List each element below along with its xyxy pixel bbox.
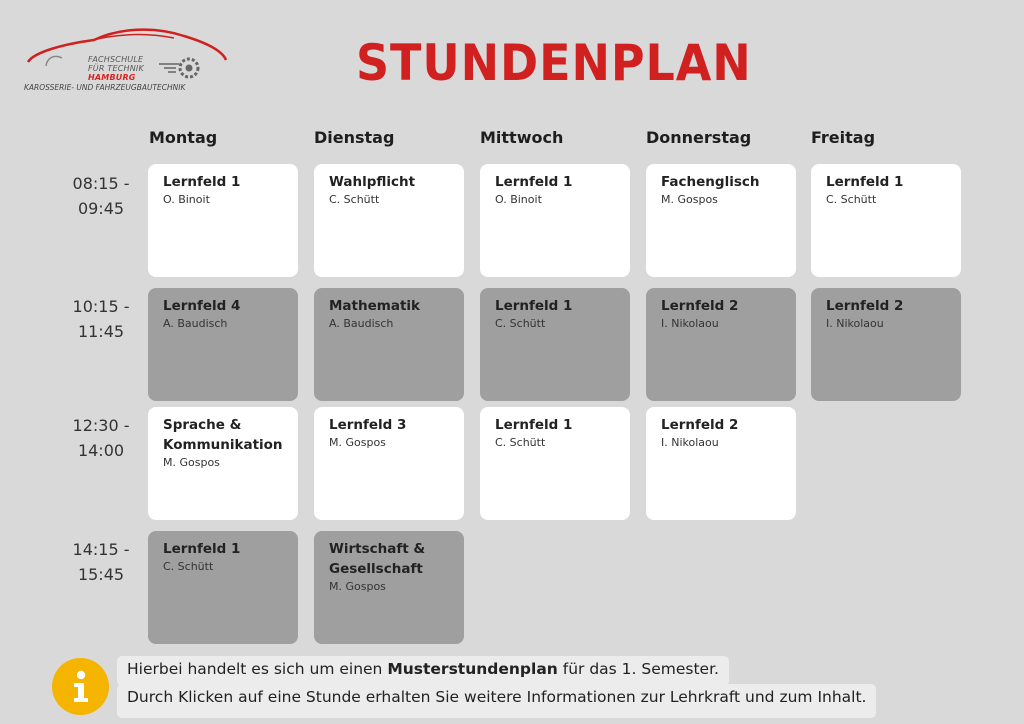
lesson-card-tuesday-slot-4[interactable] [314,531,464,644]
time-slot-2: 10:15 - 11:45 [72,297,130,341]
lesson-subject: Fachenglisch [661,174,760,190]
lesson-teacher: C. Schütt [329,193,380,206]
lesson-teacher: C. Schütt [826,193,877,206]
lesson-subject: Lernfeld 1 [495,298,573,314]
lesson-teacher: M. Gospos [163,456,220,469]
lesson-teacher: O. Binoit [495,193,542,206]
lesson-card-wednesday-slot-3[interactable] [480,407,630,520]
logo-text-line3: HAMBURG [88,73,136,82]
page-title: STUNDENPLAN [356,34,752,92]
lesson-card-friday-slot-2[interactable] [811,288,961,401]
lesson-card-thursday-slot-1[interactable] [646,164,796,277]
info-text-line1 [117,656,729,686]
time-slot-4: 14:15 - 15:45 [72,540,130,584]
school-logo [24,22,234,94]
info-text-line1-start: Hierbei handelt es sich um einen [127,660,388,678]
lesson-teacher: A. Baudisch [163,317,228,330]
time-slot-3: 12:30 - 14:00 [72,416,130,460]
lesson-teacher: C. Schütt [495,317,546,330]
logo-subtitle: KAROSSERIE- UND FAHRZEUGBAUTECHNIK [24,83,186,92]
lesson-subject: Lernfeld 4 [163,298,241,314]
lesson-card-wednesday-slot-2[interactable] [480,288,630,401]
day-header-tuesday: Dienstag [314,128,395,147]
lesson-card-monday-slot-2[interactable] [148,288,298,401]
logo-text-line2: FÜR TECHNIK [88,64,144,73]
info-icon [52,658,109,715]
lesson-teacher: I. Nikolaou [826,317,884,330]
lesson-teacher: M. Gospos [329,436,386,449]
lesson-subject: Lernfeld 1 [495,174,573,190]
lesson-subject: Wirtschaft & Gesellschaft [329,541,426,577]
lesson-subject: Wahlpflicht [329,174,416,190]
lesson-card-tuesday-slot-3[interactable] [314,407,464,520]
lesson-teacher: M. Gospos [329,580,386,593]
lesson-subject: Lernfeld 2 [661,298,739,314]
lesson-card-thursday-slot-3[interactable] [646,407,796,520]
lesson-card-friday-slot-1[interactable] [811,164,961,277]
info-text-line1-end: für das 1. Semester. [557,660,719,678]
lesson-card-monday-slot-4[interactable] [148,531,298,644]
lesson-card-tuesday-slot-2[interactable] [314,288,464,401]
lesson-subject: Lernfeld 1 [826,174,904,190]
info-text-line2: Durch Klicken auf eine Stunde erhalten Sie weitere Informationen zur Lehrkraft und zum Inhalt. [117,684,876,718]
lesson-subject: Lernfeld 1 [163,541,241,557]
lesson-teacher: C. Schütt [163,560,214,573]
day-header-thursday: Donnerstag [646,128,752,147]
logo-text-line1: FACHSCHULE [88,55,144,64]
lesson-card-thursday-slot-2[interactable] [646,288,796,401]
day-header-friday: Freitag [811,128,876,147]
lesson-teacher: C. Schütt [495,436,546,449]
lesson-subject: Lernfeld 2 [826,298,904,314]
day-header-monday: Montag [149,128,218,147]
lesson-teacher: I. Nikolaou [661,436,719,449]
lesson-subject: Lernfeld 1 [495,417,573,433]
lesson-card-monday-slot-3[interactable] [148,407,298,520]
lesson-subject: Lernfeld 2 [661,417,739,433]
day-header-wednesday: Mittwoch [480,128,564,147]
lesson-teacher: A. Baudisch [329,317,394,330]
lesson-subject: Lernfeld 3 [329,417,407,433]
lesson-teacher: O. Binoit [163,193,210,206]
lesson-subject: Mathematik [329,298,420,314]
lesson-subject: Lernfeld 1 [163,174,241,190]
lesson-subject: Sprache & Kommunikation [163,417,283,453]
lesson-card-monday-slot-1[interactable] [148,164,298,277]
info-text-highlight: Musterstundenplan [387,660,558,678]
lesson-teacher: M. Gospos [661,193,718,206]
lesson-card-wednesday-slot-1[interactable] [480,164,630,277]
lesson-card-tuesday-slot-1[interactable] [314,164,464,277]
lesson-teacher: I. Nikolaou [661,317,719,330]
time-slot-1: 08:15 - 09:45 [72,174,130,218]
